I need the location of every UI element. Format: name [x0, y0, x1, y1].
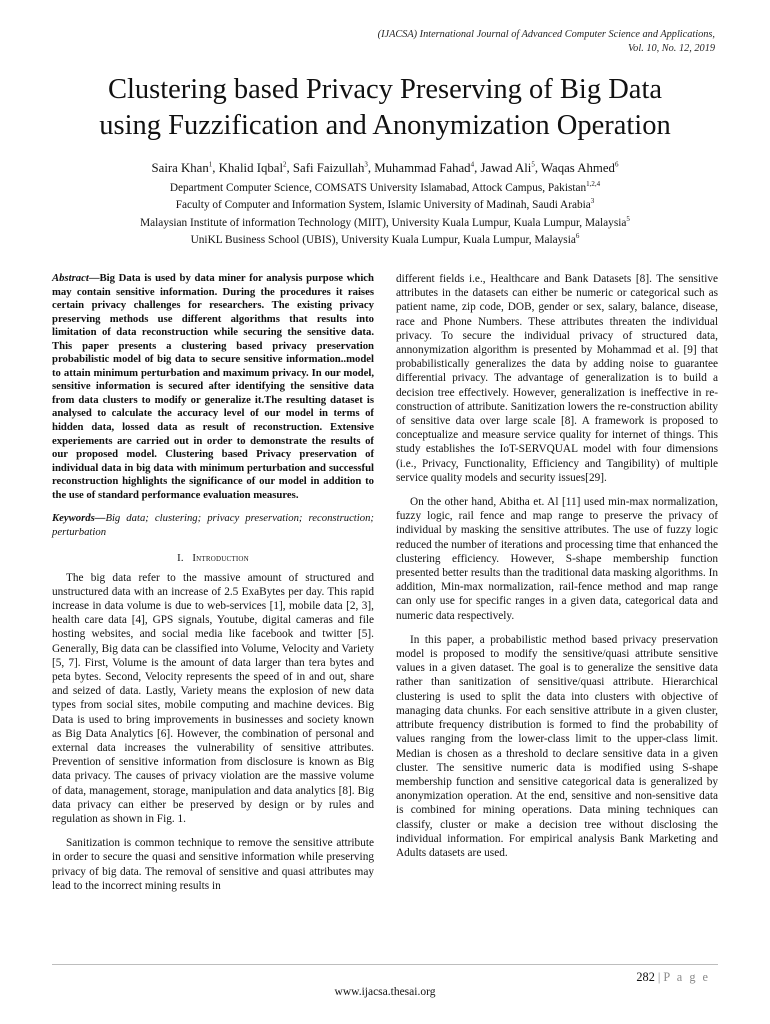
- affiliation-text: Faculty of Computer and Information System, Islamic University of Madinah, Saudi Arabia: [175, 199, 591, 212]
- journal-name: (IJACSA) International Journal of Advanced Computer Science and Applications,: [377, 29, 715, 40]
- paragraph: On the other hand, Abitha et. Al [11] used min-max normalization, fuzzy logic, rail fence and map range to preserve the privacy of individual by masking the sensitive attributes. The use of fuzzy logic reduced the number of iterations and processing time that enhanced the clustering efficiency. However, S-shape membership function presented better results than the traditional data masking algorithms. In addition, Min-max normalization, rail-fence method and map range can only use for specific ranges in a given data, categorical data and numeric data respectively.: [396, 496, 718, 622]
- title-line-2: using Fuzzification and Anonymization Operation: [99, 110, 671, 141]
- journal-header: [195, 28, 715, 55]
- section-title: Introduction: [192, 552, 249, 565]
- affiliation-sup: 3: [590, 197, 595, 206]
- left-column: [52, 272, 374, 893]
- paragraph: Sanitization is common technique to remove the sensitive attribute in order to secure the quasi and sensitive information while preserving privacy of big data. The removal of sensitive and quasi attributes may lead to the incorrect mining results in: [52, 837, 374, 892]
- affiliation: [20, 215, 750, 232]
- page-number-value: 282: [636, 970, 655, 984]
- affiliation-text: UniKL Business School (UBIS), University Kuala Lumpur, Kuala Lumpur, Malaysia: [190, 234, 576, 247]
- journal-volume: Vol. 10, No. 12, 2019: [628, 42, 715, 54]
- affiliation-list: [20, 180, 750, 250]
- footer-divider: [52, 964, 718, 965]
- author-sup: 5: [531, 160, 535, 169]
- page-number: [636, 970, 710, 985]
- affiliation-text: Malaysian Institute of information Technology (MIIT), University Kuala Lumpur, Kuala Lumpur, Malaysia: [140, 216, 627, 229]
- right-column: [396, 272, 718, 860]
- section-number: I.: [177, 552, 184, 565]
- affiliation: [20, 232, 750, 249]
- page-separator: |: [657, 970, 661, 984]
- affiliation-sup: 6: [575, 232, 580, 241]
- abstract-label: Abstract: [52, 272, 89, 284]
- author-name: Jawad Ali: [480, 161, 532, 175]
- journal-url: www.ijacsa.thesai.org: [334, 986, 436, 998]
- keywords-text: Big data; clustering; privacy preservation; reconstruction; perturbation: [52, 512, 374, 538]
- paragraph: The big data refer to the massive amount of structured and unstructured data with an increase of 2.5 ExaBytes per day. This rapid increase in data volume is due to web-services [1], mobile data [2, 3], health care data [4], GPS signals, Youtube, digital cameras and file hosting websites, and social media like facebook and twitter [5]. Generally, Big data can be classified into Volume, Velocity and Variety [5, 7]. First, Volume is the amount of data larger than tera bytes and peta bytes. Second, Velocity represents the speed of in and out, share and seized of data. Lastly, Variety means the explosion of new data types from social sites, mobile computing and machine devices. Big Data is used to bring improvements in businesses and society known as Big Data Analytics [6]. However, the combination of personal and external data increases the vulnerability of sensitive attributes. Prevention of sensitive information from disclosure is known as Big data privacy. The causes of privacy violation are the massive volume of data, management, storage, manipulation and data analytics [8]. Big data privacy can either be preserved by design or by rules and regulation as shown in Fig. 1.: [52, 571, 374, 826]
- paragraph: different fields i.e., Healthcare and Bank Datasets [8]. The sensitive attributes in the datasets can either be numeric or categorical such as patient name, zip code, DOB, gender or sex, salary, balance, disease, race and Phone Numbers. These attributes threaten the individual privacy. To secure the individual privacy of structured data, annonymization algorithm is presented by Mohammad et al. [9] that probabilistically generalizes the data by adding noise to guarantee differential privacy. The advantage of generalization is to build a decision tree effectively. However, generalization is ineffective in re-construction of attribute. Sanitization lowers the re-construction ability of sensitive data over large scale [8]. A framework is proposed to conceptualize and measure service quality for internet of things. This study establishes the IoT-SERVQUAL model with four dimensions (i.e., Privacy, Functionality, Efficiency and Tangibility) of multiple service quality models and security issues[29].: [396, 273, 718, 484]
- affiliation: [20, 180, 750, 197]
- author-name: Saira Khan: [151, 161, 209, 175]
- author-name: Khalid Iqbal: [218, 161, 283, 175]
- author-list: Saira Khan$^1$, Khalid Iqbal$^2$, Safi Faizullah$^3$, Muhammad Fahad$^4$, Jawad Ali$^5$, Waqas Ahmed$^6$: [151, 160, 619, 175]
- author-name: Muhammad Fahad: [374, 161, 471, 175]
- keywords: [52, 512, 374, 539]
- title-line-1: Clustering based Privacy Preserving of Big Data: [107, 74, 663, 105]
- section-heading: [52, 551, 374, 565]
- keywords-label: Keywords—: [52, 512, 106, 525]
- abstract: [52, 272, 374, 502]
- affiliation-text: Department Computer Science, COMSATS University Islamabad, Attock Campus, Pakistan: [169, 182, 587, 194]
- affiliation-sup: 5: [626, 215, 630, 224]
- author-sup: 4: [470, 160, 475, 169]
- affiliation: [20, 197, 750, 214]
- author-name: Safi Faizullah: [292, 161, 365, 175]
- author-sup: 3: [364, 160, 368, 169]
- author-sup: 1: [208, 160, 213, 169]
- page-word: P a g e: [663, 970, 710, 984]
- paragraph: In this paper, a probabilistic method based privacy preservation model is proposed to modify the sensitive/quasi attribute sensitive values in a given dataset. The goal is to generalize the sensitive data rather than sanitization of sensitive/quasi attribute. Hierarchical clustering is used to split the data into clusters with objective of managing data chunks. For each sensitive attribute in a given cluster, attribute frequency distribution is formed to find the probability of values ranging from the lower-class limit to the upper-class limit. Median is chosen as a threshold to declare sensitive data in a given cluster. The sensitive numeric data is modified using S-shape membership function and sensitive categorical data is generalized by anonymization operation. At the end, sensitive and non-sensitive data is combined for mining operations. Data mining techniques can classify, cluster or make a decision tree without disclosing the individual information. For empirical analysis Bank Marketing and Adults datasets are used.: [396, 633, 718, 859]
- author-sup: 6: [614, 160, 619, 169]
- author-sup: 2: [283, 160, 287, 169]
- paper-title: [40, 72, 730, 144]
- author-name: Waqas Ahmed: [540, 161, 615, 175]
- affiliation-sup: 1,2,4: [586, 180, 601, 189]
- abstract-text: —Big Data is used by data miner for analysis purpose which may contain sensitive information. During the procedures it raises certain privacy challenges for researchers. The existing privacy preserving methods use different algorithms that results into limitation of data reconstruction while securing the sensitive data. This paper presents a clustering based privacy preservation probabilistic model of big data to secure sensitive information..model to attain minimum perturbation and maximum privacy. In our model, sensitive information is secured after identifying the sensitive data from data clusters to modify or generalize it.The resulting dataset is analysed to calculate the accuracy level of our model in terms of hidden data, lossed data as result of reconstruction. Extensive experiements are carried out in order to demonstrate the results of our proposed model. Clustering based Privacy preservation of individual data in big data with minimum perturbation and successful reconstruction highlights the significance of our model in addition to the use of standard performance evaluation measures.: [52, 272, 374, 501]
